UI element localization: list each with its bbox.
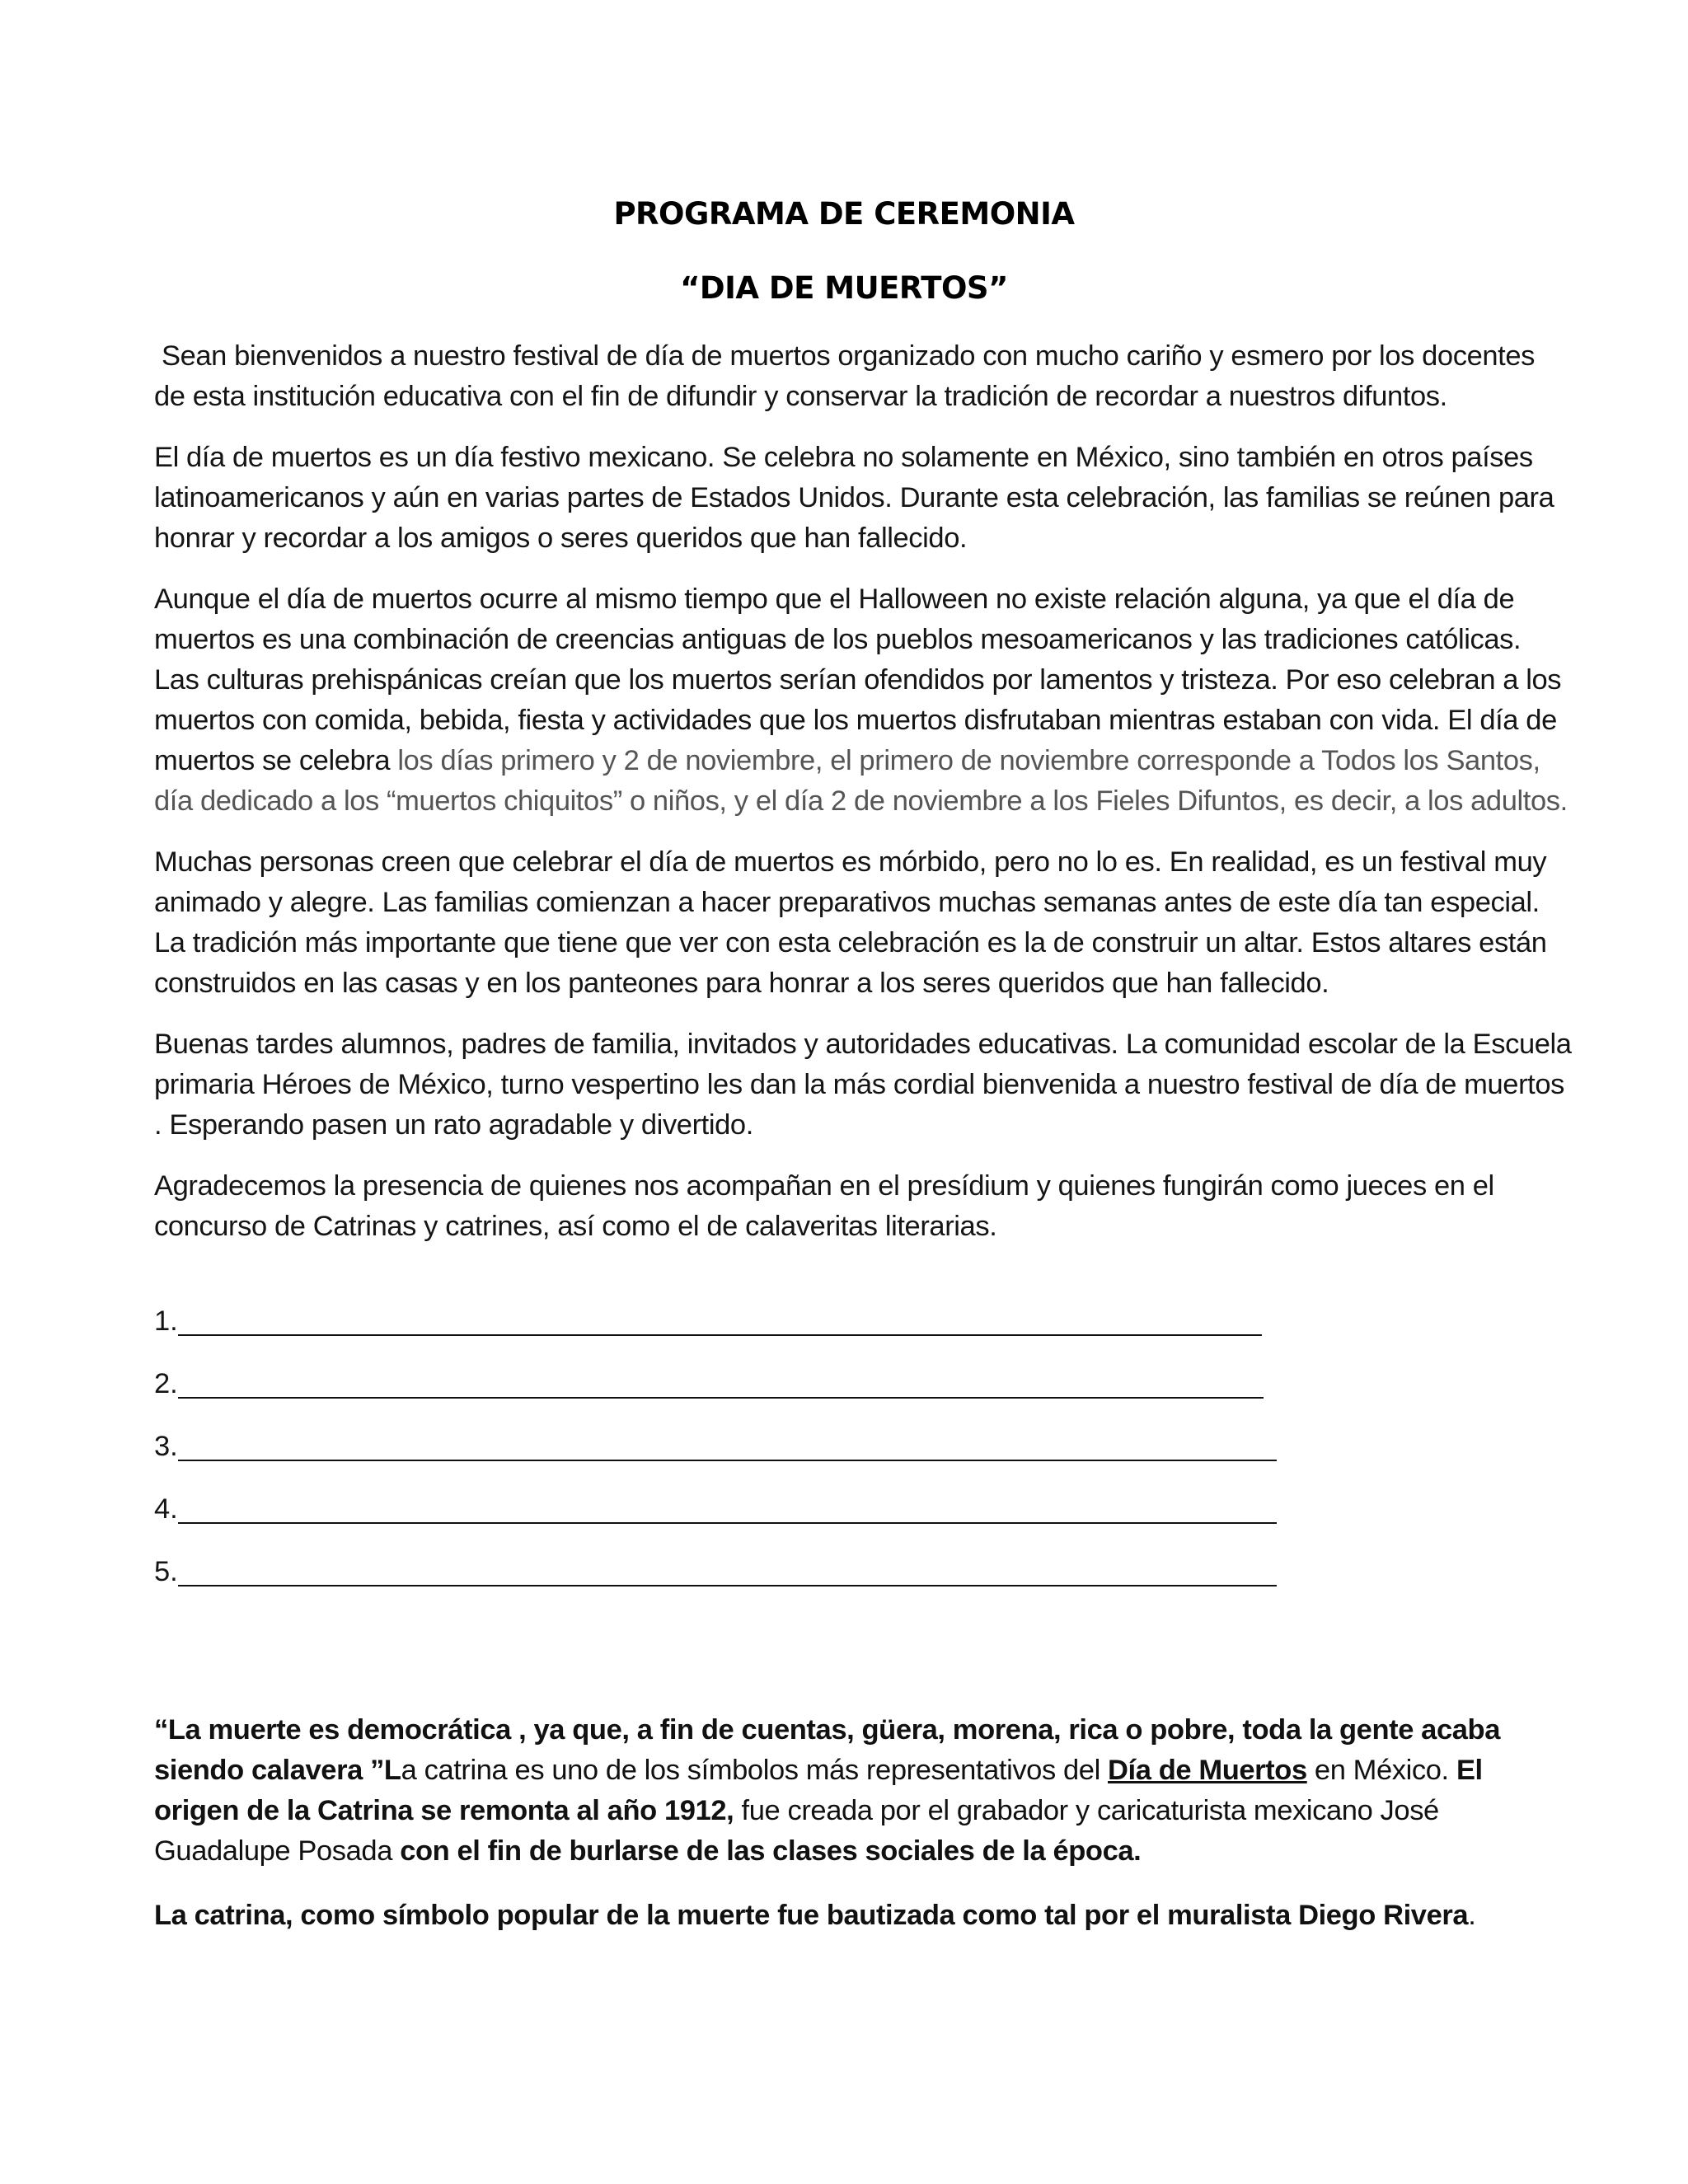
judge-line xyxy=(154,1338,1308,1400)
judge-line-number: 2. xyxy=(154,1368,178,1399)
paragraph-intro: El día de muertos es un día festivo mexicano. Se celebra no solamente en México, sino también en otros países latinoamericanos y aún en varias partes de Estados Unidos. Durante esta celebración, las familias se reúnen para honrar y recordar a los amigos o seres queridos que han fallecido. xyxy=(154,442,1554,554)
paragraph-halloween xyxy=(154,579,1572,822)
closing-bold: La catrina, como símbolo popular de la muerte fue bautizada como tal por el muralista Diego Rivera xyxy=(154,1900,1469,1931)
judge-line xyxy=(154,1463,1308,1526)
quote-underlined: Día de Muertos xyxy=(1108,1755,1307,1786)
quote-normal-3: fue creada por el grabador y caricaturista mexicano José Guadalupe Posada xyxy=(154,1795,1439,1867)
judge-line-blank xyxy=(178,1555,1277,1586)
quote-normal-2: en México. xyxy=(1306,1755,1456,1786)
closing-end: . xyxy=(1468,1900,1476,1931)
judge-line-blank xyxy=(178,1305,1262,1336)
judge-line-number: 4. xyxy=(154,1493,178,1525)
judges-list xyxy=(154,1275,1308,1588)
judge-line xyxy=(154,1526,1308,1588)
judge-line-number: 3. xyxy=(154,1431,178,1462)
quote-bold-1: “La muerte es democrática , ya que, a fin de cuentas, güera, morena, rica o pobre, toda la gente acaba siendo calavera ”L xyxy=(154,1714,1501,1786)
paragraph-welcome: Sean bienvenidos a nuestro festival de día de muertos organizado con mucho cariño y esmero por los docentes de esta institución educativa con el fin de difundir y conservar la tradición de recordar a nuestros difuntos. xyxy=(154,340,1535,412)
judge-line-blank xyxy=(178,1367,1264,1399)
judge-line-blank xyxy=(178,1430,1277,1461)
catrina-section xyxy=(154,1710,1572,1960)
closing-paragraph xyxy=(154,1896,1572,1936)
judge-line-number: 1. xyxy=(154,1305,178,1337)
judge-line xyxy=(154,1275,1308,1338)
paragraph-greeting: Buenas tardes alumnos, padres de familia, invitados y autoridades educativas. La comunidad escolar de la Escuela primaria Héroes de México, turno vespertino les dan la más cordial bienvenida a nuestro festival de día de muertos . Esperando pasen un rato agradable y divertido. xyxy=(154,1029,1572,1141)
page-subtitle: “DIA DE MUERTOS” xyxy=(680,270,1008,306)
judge-line-number: 5. xyxy=(154,1556,178,1587)
quote-bold-3: con el fin de burlarse de las clases sociales de la época. xyxy=(400,1835,1142,1867)
paragraph-thanks: Agradecemos la presencia de quienes nos acompañan en el presídium y quienes fungirán como jueces en el concurso de Catrinas y catrines, así como el de calaveritas literarias. xyxy=(154,1170,1494,1242)
catrina-quote-paragraph xyxy=(154,1710,1572,1872)
quote-bold-2: El origen de la Catrina se remonta al año 1912, xyxy=(154,1755,1483,1826)
paragraph-halloween-dark: Aunque el día de muertos ocurre al mismo tiempo que el Halloween no existe relación alguna, ya que el día de muertos es una combinación de creencias antiguas de los pueblos mesoamericanos y las tradiciones católicas. Las culturas prehispánicas creían que los muertos serían ofendidos por lamentos y tristeza. Por eso celebran a los muertos con comida, bebida, fiesta y actividades que los muertos disfrutaban mientras estaban con vida. El día de muertos se celebra xyxy=(154,583,1562,776)
page-title: PROGRAMA DE CEREMONIA xyxy=(613,196,1075,232)
body-text xyxy=(154,336,1572,1268)
quote-normal-1: a catrina es uno de los símbolos más representativos del xyxy=(401,1755,1109,1786)
paragraph-altar: Muchas personas creen que celebrar el día de muertos es mórbido, pero no lo es. En realidad, es un festival muy animado y alegre. Las familias comienzan a hacer preparativos muchas semanas antes de este día tan especial. La tradición más importante que tiene que ver con esta celebración es la de construir un altar. Estos altares están construidos en las casas y en los panteones para honrar a los seres queridos que han fallecido. xyxy=(154,846,1547,999)
paragraph-halloween-gray: los días primero y 2 de noviembre, el primero de noviembre corresponde a Todos los Santos, día dedicado a los “muertos chiquitos” o niños, y el día 2 de noviembre a los Fieles Difuntos, es decir, a los adultos. xyxy=(154,745,1568,817)
judge-line xyxy=(154,1400,1308,1463)
judge-line-blank xyxy=(178,1493,1277,1524)
